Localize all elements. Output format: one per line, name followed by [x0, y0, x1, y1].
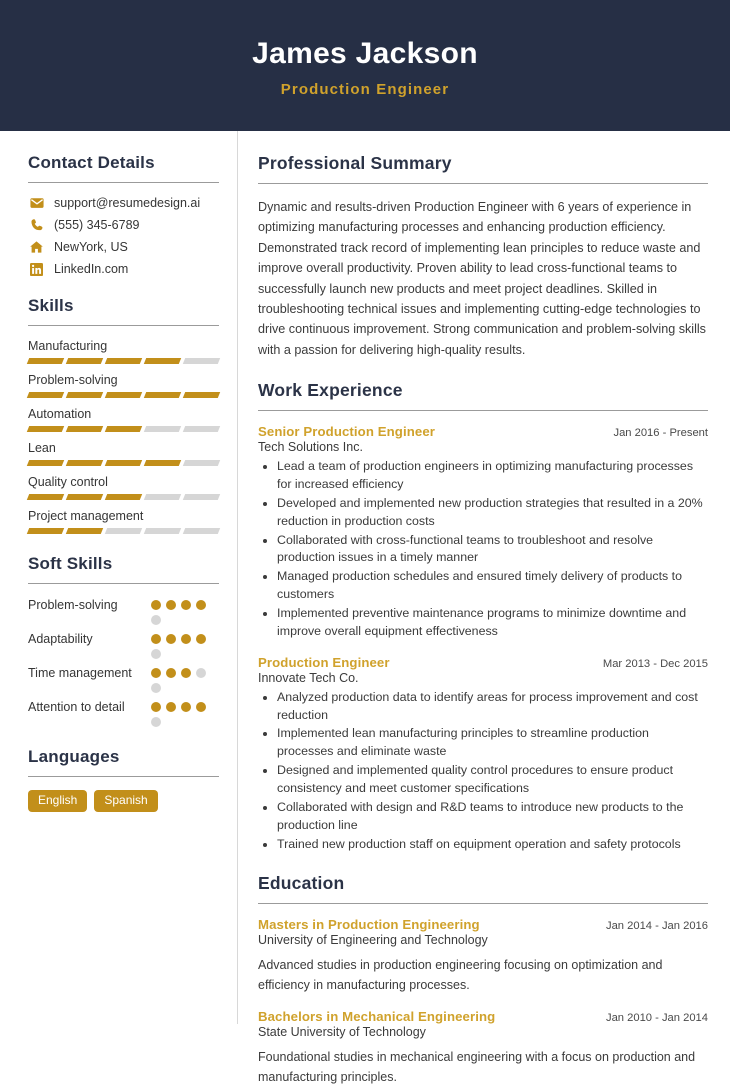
skill-bar-segment: [27, 426, 64, 432]
entry-description: Advanced studies in production engineering focusing on optimization and efficiency in manufacturing processes.: [258, 958, 663, 992]
skill-bar-segment: [183, 426, 220, 432]
skill-bar-segment: [105, 494, 142, 500]
entry-date: Jan 2010 - Jan 2014: [605, 1012, 708, 1025]
rating-dot: [181, 600, 191, 610]
rating-dot: [151, 600, 161, 610]
linkedin-icon: [28, 263, 45, 276]
skill-bar-segment: [144, 528, 181, 534]
skill-bar-segment: [183, 528, 220, 534]
skill-bar-segment: [27, 528, 64, 534]
soft-skill-item: [28, 597, 219, 625]
work-experience-list: [258, 424, 708, 853]
section-divider: [28, 325, 219, 326]
entry-header: [258, 655, 708, 670]
entry-date: Mar 2013 - Dec 2015: [602, 657, 708, 670]
resume-body: [0, 131, 730, 1084]
skill-name: Automation: [28, 407, 92, 421]
professional-summary-heading: Professional Summary: [258, 153, 452, 173]
section-divider: [28, 583, 219, 584]
skills-section: [28, 296, 219, 534]
contact-item-value: LinkedIn.com: [54, 262, 129, 276]
skill-name: Manufacturing: [28, 339, 108, 353]
rating-dot: [181, 668, 191, 678]
contact-list: [28, 196, 219, 276]
entry-header: [258, 917, 708, 932]
entry-bullet: • Designed and implemented quality control procedures to ensure product consistency and meet customer specifications: [277, 762, 708, 798]
resume-header: [0, 0, 730, 131]
rating-dot: [151, 668, 161, 678]
education-list: [258, 917, 708, 1087]
education-section: [258, 873, 708, 1087]
entry-bullet: • Collaborated with design and R&D teams to introduce new products to the production line: [277, 799, 708, 835]
entry-title: Production Engineer: [258, 654, 390, 670]
entry-bullet: • Implemented preventive maintenance programs to minimize downtime and improve overall equipment effectiveness: [277, 605, 708, 641]
soft-skill-name: Adaptability: [28, 632, 93, 646]
skill-level-bar: [28, 426, 219, 432]
phone-icon: [28, 218, 45, 232]
section-divider: [258, 903, 708, 904]
contact-details-heading: Contact Details: [28, 153, 155, 172]
skill-item: [28, 407, 219, 432]
skill-item: [28, 441, 219, 466]
entry-title: Masters in Production Engineering: [258, 917, 480, 933]
soft-skill-item: [28, 665, 219, 693]
soft-skills-heading: Soft Skills: [28, 554, 113, 573]
rating-dot: [181, 634, 191, 644]
skill-name: Project management: [28, 509, 144, 523]
contact-item-value: (555) 345-6789: [54, 218, 140, 232]
skill-bar-segment: [27, 358, 64, 364]
entry-description: Foundational studies in mechanical engineering with a focus on production and manufacturing principles.: [258, 1050, 696, 1084]
soft-skill-item: [28, 699, 219, 727]
rating-dot: [166, 702, 176, 712]
skill-bar-segment: [183, 392, 220, 398]
skill-bar-segment: [144, 494, 181, 500]
soft-skill-item: [28, 631, 219, 659]
contact-item[interactable]: [28, 262, 219, 276]
languages-heading: Languages: [28, 747, 120, 766]
rating-dot: [196, 702, 206, 712]
entry-bullet: • Developed and implemented new production strategies that resulted in a 20% reduction in production costs: [277, 495, 708, 531]
entry-bullet-list: [258, 689, 708, 854]
skill-bar-segment: [66, 460, 103, 466]
home-icon: [28, 240, 45, 254]
contact-item-value: support@resumedesign.ai: [54, 196, 201, 210]
education-heading: Education: [258, 873, 345, 894]
entry-organization: State University of Technology: [258, 1025, 426, 1040]
rating-dot: [151, 649, 161, 659]
skill-bar-segment: [105, 460, 142, 466]
entry-date: Jan 2016 - Present: [613, 427, 708, 440]
skill-bar-segment: [105, 426, 142, 432]
section-divider: [258, 183, 708, 184]
soft-skill-rating: [151, 631, 219, 659]
skill-bar-segment: [144, 426, 181, 432]
work-experience-section: [258, 380, 708, 853]
skill-level-bar: [28, 392, 219, 398]
skill-bar-segment: [27, 460, 64, 466]
skill-level-bar: [28, 494, 219, 500]
entry-bullet: • Lead a team of production engineers in optimizing manufacturing processes for increased efficiency: [277, 458, 708, 494]
skill-item: [28, 509, 219, 534]
skill-item: [28, 339, 219, 364]
main-column: [238, 131, 730, 1084]
languages-section: [28, 747, 219, 812]
skill-bar-segment: [105, 528, 142, 534]
education-entry: [258, 917, 708, 995]
soft-skill-rating: [151, 597, 219, 625]
entry-bullet: • Collaborated with cross-functional teams to troubleshoot and resolve production issues in a timely manner: [277, 532, 708, 568]
rating-dot: [196, 600, 206, 610]
skill-bar-segment: [144, 460, 181, 466]
entry-bullet: • Trained new production staff on equipment operation and safety protocols: [277, 836, 708, 854]
rating-dot: [151, 683, 161, 693]
entry-bullet-list: [258, 458, 708, 641]
skill-bar-segment: [105, 392, 142, 398]
section-divider: [258, 410, 708, 411]
rating-dot: [151, 717, 161, 727]
education-entry: [258, 1009, 708, 1087]
contact-item[interactable]: [28, 218, 219, 232]
section-divider: [28, 776, 219, 777]
rating-dot: [181, 702, 191, 712]
rating-dot: [166, 668, 176, 678]
entry-bullet: • Implemented lean manufacturing principles to streamline production processes and eliminate waste: [277, 725, 708, 761]
sidebar: [0, 131, 238, 1024]
skill-item: [28, 373, 219, 398]
contact-item[interactable]: [28, 196, 219, 210]
language-tag[interactable]: English: [28, 790, 87, 812]
skill-bar-segment: [144, 358, 181, 364]
skill-level-bar: [28, 358, 219, 364]
rating-dot: [151, 634, 161, 644]
rating-dot: [166, 600, 176, 610]
entry-title: Bachelors in Mechanical Engineering: [258, 1009, 496, 1025]
skill-bar-segment: [183, 494, 220, 500]
professional-summary-text: Dynamic and results-driven Production Engineer with 6 years of experience in optimizing manufacturing processes and enhancing production efficiency. Demonstrated track record of implementing lean principles to reduce waste and improve overall productivity. Proven ability to lead cross-functional teams to successfully launch new products and meet project deadlines. Skilled in troubleshooting technical issues and implementing cutting-edge technologies to drive continuous improvement. Strong communication and problem-solving skills with a passion for delivering high-quality results.: [258, 200, 706, 357]
work-experience-heading: Work Experience: [258, 380, 403, 401]
skill-bar-segment: [105, 358, 142, 364]
entry-organization: University of Engineering and Technology: [258, 933, 488, 948]
soft-skills-list: [28, 597, 219, 727]
skill-bar-segment: [66, 426, 103, 432]
entry-title: Senior Production Engineer: [258, 424, 435, 440]
skill-bar-segment: [66, 494, 103, 500]
rating-dot: [151, 615, 161, 625]
entry-organization: Tech Solutions Inc.: [258, 440, 363, 455]
skill-level-bar: [28, 460, 219, 466]
entry-bullet: • Managed production schedules and ensured timely delivery of products to customers: [277, 568, 708, 604]
skill-bar-segment: [144, 392, 181, 398]
soft-skills-section: [28, 554, 219, 727]
soft-skill-name: Time management: [28, 666, 132, 680]
entry-header: [258, 424, 708, 439]
work-experience-entry: [258, 424, 708, 641]
skills-list: [28, 339, 219, 534]
skill-bar-segment: [183, 358, 220, 364]
entry-bullet: • Analyzed production data to identify areas for process improvement and cost reduction: [277, 689, 708, 725]
skill-name: Problem-solving: [28, 373, 118, 387]
rating-dot: [166, 634, 176, 644]
work-experience-entry: [258, 655, 708, 854]
professional-summary-section: [258, 153, 708, 360]
skill-bar-segment: [66, 528, 103, 534]
envelope-icon: [28, 196, 45, 210]
skills-heading: Skills: [28, 296, 74, 315]
soft-skill-name: Attention to detail: [28, 700, 125, 714]
contact-item-value: NewYork, US: [54, 240, 128, 254]
rating-dot: [196, 634, 206, 644]
soft-skill-rating: [151, 699, 219, 727]
skill-name: Lean: [28, 441, 56, 455]
contact-details-section: [28, 153, 219, 276]
entry-organization: Innovate Tech Co.: [258, 670, 359, 685]
language-tag[interactable]: Spanish: [94, 790, 157, 812]
skill-bar-segment: [66, 358, 103, 364]
candidate-role: Production Engineer: [280, 80, 450, 98]
soft-skill-name: Problem-solving: [28, 598, 118, 612]
rating-dot: [151, 702, 161, 712]
skill-bar-segment: [66, 392, 103, 398]
candidate-name: James Jackson: [252, 37, 478, 71]
skill-name: Quality control: [28, 475, 108, 489]
skill-bar-segment: [27, 392, 64, 398]
skill-item: [28, 475, 219, 500]
contact-item[interactable]: [28, 240, 219, 254]
entry-header: [258, 1009, 708, 1024]
skill-bar-segment: [27, 494, 64, 500]
section-divider: [28, 182, 219, 183]
entry-date: Jan 2014 - Jan 2016: [605, 920, 708, 933]
skill-bar-segment: [183, 460, 220, 466]
soft-skill-rating: [151, 665, 219, 693]
languages-list: [28, 790, 219, 812]
rating-dot: [196, 668, 206, 678]
skill-level-bar: [28, 528, 219, 534]
